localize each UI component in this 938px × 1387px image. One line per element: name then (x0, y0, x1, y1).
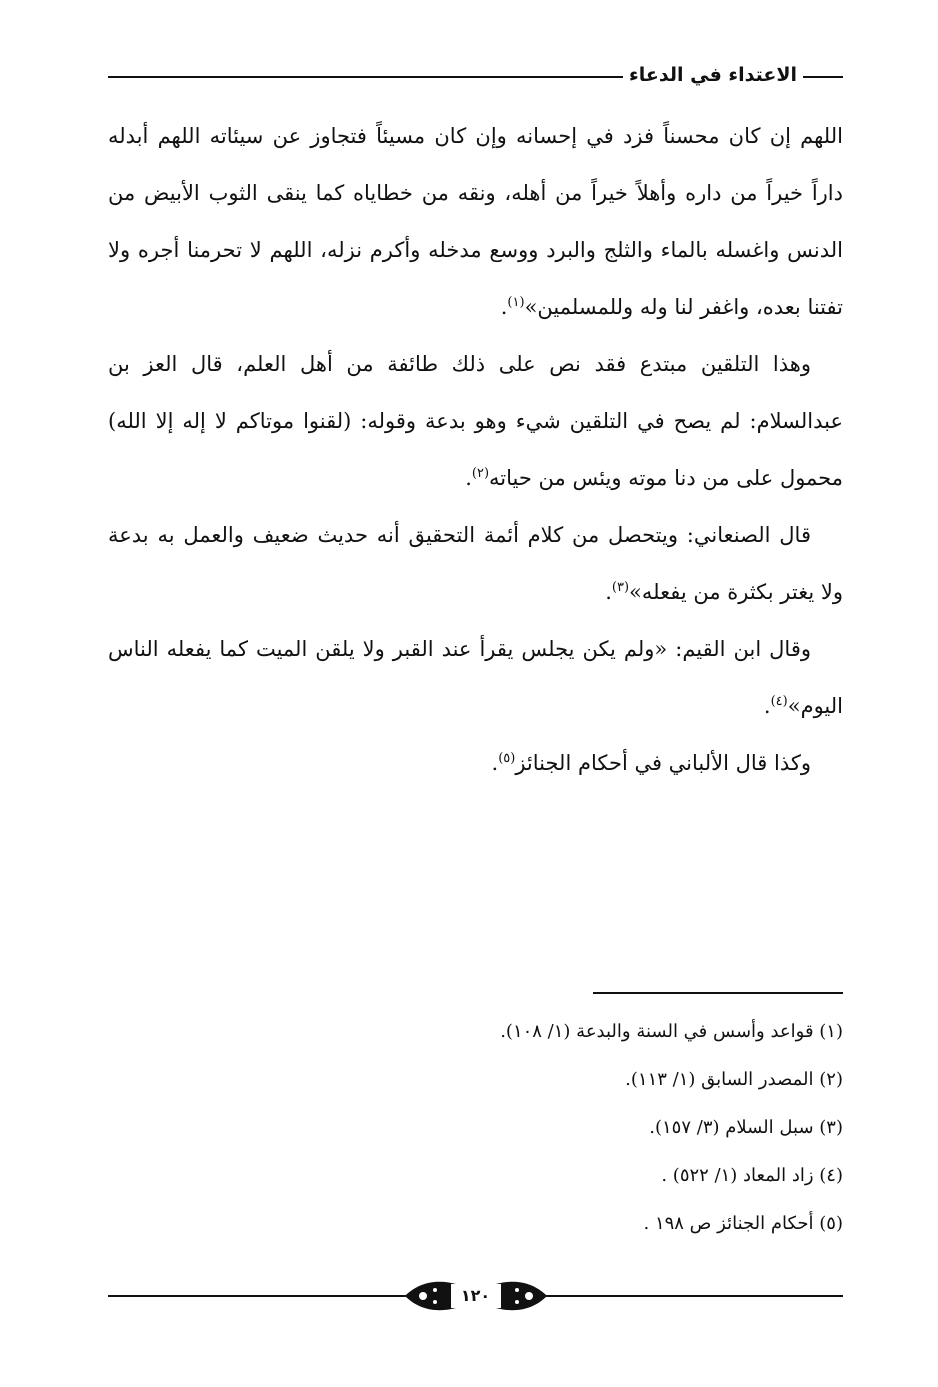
footnote-3: (٣) سبل السلام (٣/ ١٥٧). (649, 1117, 843, 1138)
footnote-ref-4: (٤) (770, 694, 788, 709)
paragraph-1: اللهم إن كان محسناً فزد في إحسانه وإن كان مسيئاً فتجاوز عن سيئاته اللهم أبدله داراً خيراً من داره وأهلاً خيراً من أهله، ونقه من خطاياه كما ينقى الثوب الأبيض من الدنس واغسله بالماء والثلج والبرد ووسع مدخله وأكرم نزله، اللهم لا تحرمنا أجره ولا تفتنا بعده، واغفر لنا وله وللمسلمين»$^{(١)}$. (108, 124, 843, 319)
running-header (108, 60, 843, 90)
body-text (108, 108, 843, 792)
page-number: ١٢٠ (451, 1284, 501, 1308)
footnote-ref-2: (٢) (471, 466, 490, 481)
footnote-2: (٢) المصدر السابق (١/ ١١٣). (625, 1069, 843, 1090)
paragraph-2: وهذا التلقين مبتدع فقد نص على ذلك طائفة من أهل العلم، قال العز بن عبدالسلام: لم يصح في التلقين شيء وهو بدعة وقوله: (لقنوا موتاكم لا إله إلا الله) محمول على من دنا موته ويئس من حياته$^{(٢)}$. (108, 352, 843, 490)
footnote-ref-1: (١) (507, 295, 525, 310)
footnote-ref-3: (٣) (611, 580, 630, 595)
footnote-separator (593, 992, 843, 994)
footnote-5: (٥) أحكام الجنائز ص ١٩٨ . (643, 1213, 843, 1234)
footnote-ref-5: (٥) (498, 751, 516, 766)
page-footer (108, 1276, 843, 1316)
footnote-4: (٤) زاد المعاد (١/ ٥٢٢) . (661, 1165, 843, 1186)
paragraph-4: وقال ابن القيم: «ولم يكن يجلس يقرأ عند القبر ولا يلقن الميت كما يفعله الناس اليوم»$^{(٤)}$. (108, 637, 843, 718)
header-title: الاعتداء في الدعاء (623, 60, 803, 90)
footnote-1: (١) قواعد وأسس في السنة والبدعة (١/ ١٠٨). (500, 1021, 843, 1042)
footnotes (108, 1008, 843, 1248)
paragraph-5: وكذا قال الألباني في أحكام الجنائز$^{(٥)}$. (491, 751, 811, 775)
paragraph-3: قال الصنعاني: ويتحصل من كلام أئمة التحقيق أنه حديث ضعيف والعمل به بدعة ولا يغتر بكثرة من يفعله»$^{(٣)}$. (108, 523, 843, 604)
